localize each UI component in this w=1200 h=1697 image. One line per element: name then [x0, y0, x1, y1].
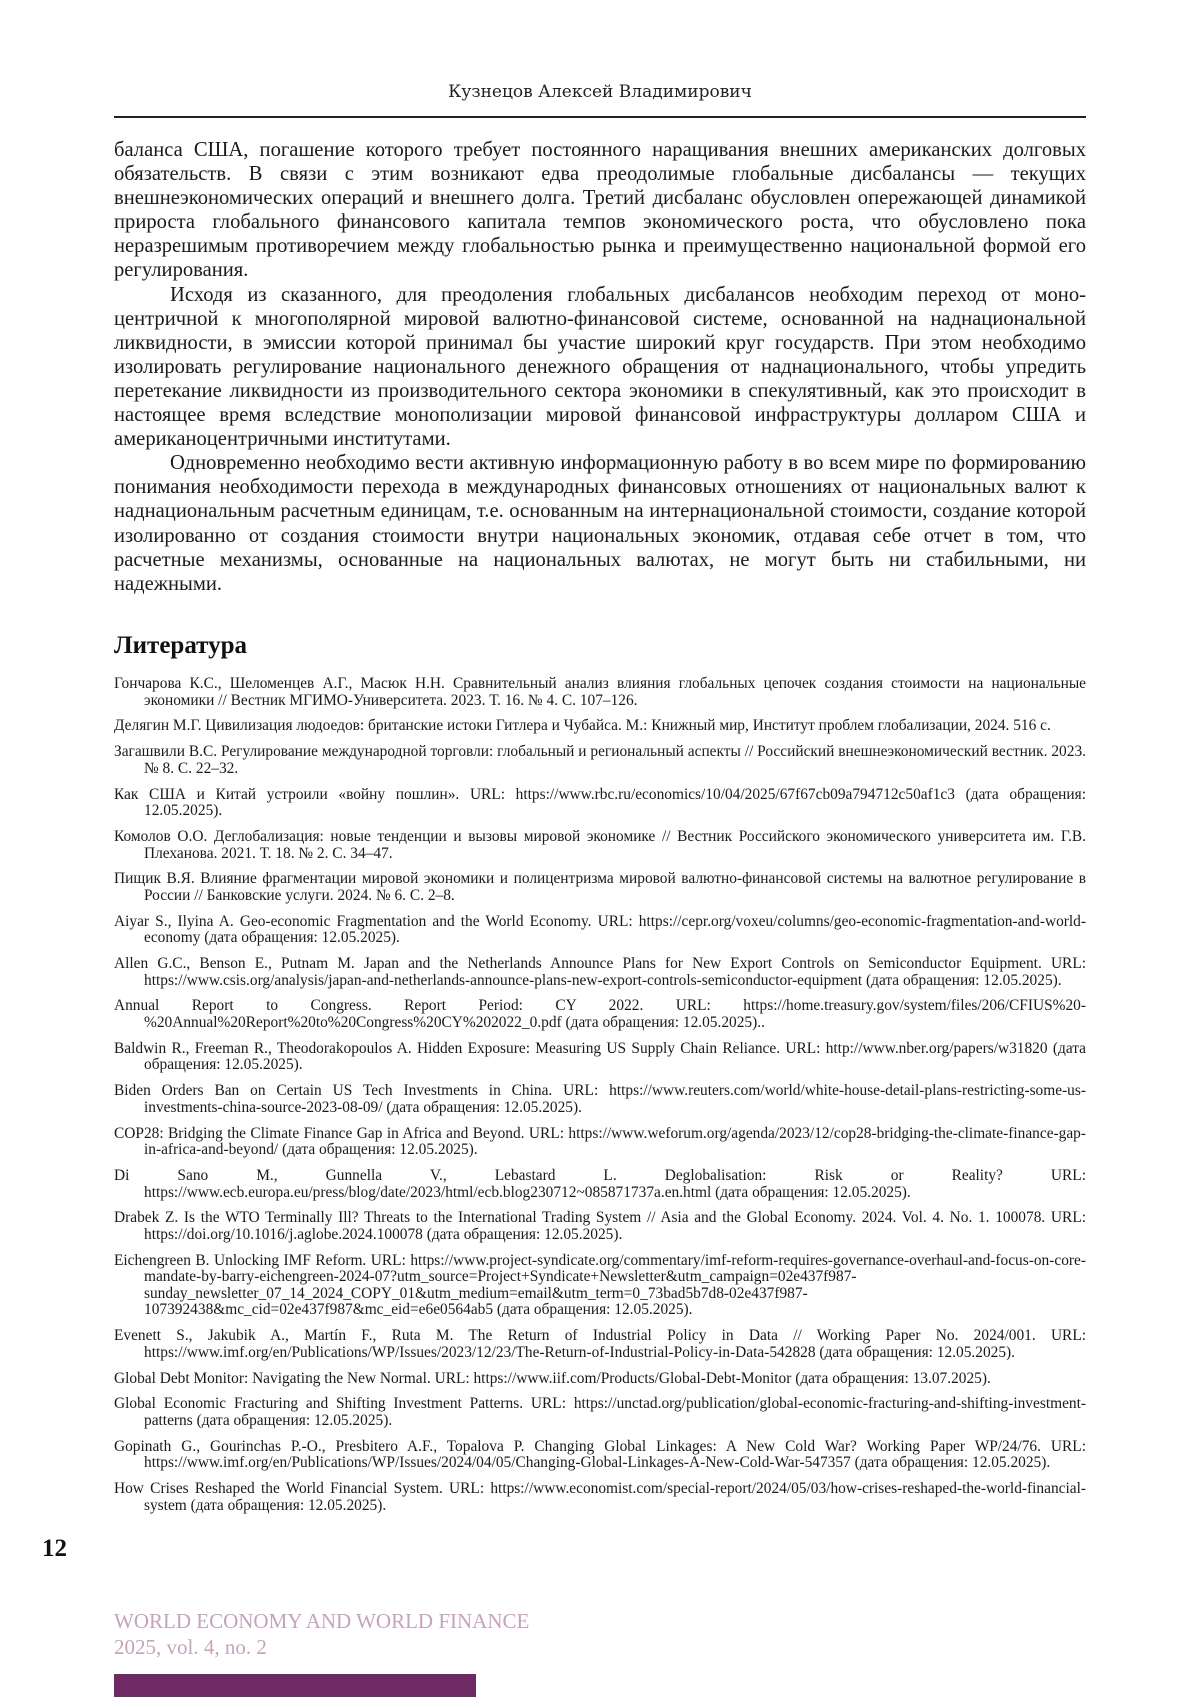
body-paragraph: баланса США, погашение которого требует постоянного наращивания внешних американских долговых обязательств. В связи с этим возникают едва преодолимые глобальные дисбалансы — текущих внешнеэкономических операций и внешнего долга. Третий дисбаланс обусловлен опережающей динамикой прироста глобального финансового капитала темпов экономического роста, что обусловлено пока неразрешимым противоречием между глобальностью рынка и преимущественно национальной формой его регулирования.	[114, 139, 1086, 282]
header-divider	[114, 116, 1086, 118]
reference-item: Пищик В.Я. Влияние фрагментации мировой экономики и полицентризма мировой валютно-финансовой системы на валютное регулирование в России // Банковские услуги. 2024. № 6. С. 2–8.	[114, 870, 1086, 904]
body-paragraph: Одновременно необходимо вести активную информационную работу в во всем мире по формированию понимания необходимости перехода в международных финансовых отношениях от национальных валют к наднациональным расчетным единицам, т.е. основанным на интернациональной стоимости, создание которой изолированно от создания стоимости внутри национальных экономик, отдавая себе отчет в том, что расчетные механизмы, основанные на национальных валютах, не могут быть ни стабильными, ни надежными.	[114, 452, 1086, 595]
journal-footer	[114, 1608, 529, 1660]
reference-item: COP28: Bridging the Climate Finance Gap in Africa and Beyond. URL: https://www.weforum.org/agenda/2023/12/cop28-bridging-the-climate-finance-gap-in-africa-and-beyond/ (дата обращения: 12.05.2025).	[114, 1124, 1086, 1159]
reference-item: Allen G.C., Benson E., Putnam M. Japan and the Netherlands Announce Plans for New Export Controls on Semiconductor Equipment. URL: https://www.csis.org/analysis/japan-and-netherlands-announce-plans-new-export-controls-semiconductor-equipment (дата обращения: 12.05.2025).	[114, 955, 1086, 989]
reference-item: Гончарова К.С., Шеломенцев А.Г., Масюк Н.Н. Сравнительный анализ влияния глобальных цепочек создания стоимости на национальные экономики // Вестник МГИМО-Университета. 2023. Т. 16. № 4. С. 107–126.	[114, 675, 1086, 709]
reference-item: How Crises Reshaped the World Financial System. URL: https://www.economist.com/special-report/2024/05/03/how-crises-reshaped-the-world-financial-system (дата обращения: 12.05.2025).	[114, 1480, 1086, 1514]
reference-item: Делягин М.Г. Цивилизация людоедов: британские истоки Гитлера и Чубайса. М.: Книжный мир, Институт проблем глобализации, 2024. 516 с.	[114, 717, 1051, 735]
article-body	[114, 138, 1086, 596]
reference-item: Global Economic Fracturing and Shifting Investment Patterns. URL: https://unctad.org/publication/global-economic-fracturing-and-shifting-investment-patterns (дата обращения: 12.05.2025).	[114, 1395, 1086, 1429]
reference-item: Biden Orders Ban on Certain US Tech Investments in China. URL: https://www.reuters.com/world/white-house-detail-plans-restricting-some-us-investments-china-source-2023-08-09/ (дата обращения: 12.05.2025).	[114, 1082, 1086, 1116]
reference-item: Global Debt Monitor: Navigating the New Normal. URL: https://www.iif.com/Products/Global-Debt-Monitor (дата обращения: 13.07.2025).	[114, 1369, 991, 1387]
reference-item: Загашвили В.С. Регулирование международной торговли: глобальный и региональный аспекты // Российский внешнеэкономический вестник. 2023. № 8. С. 22–32.	[114, 743, 1086, 777]
reference-item: Annual Report to Congress. Report Period: CY 2022. URL: https://home.treasury.gov/system/files/206/CFIUS%20-%20Annual%20Report%20to%20Congress%20CY%202022_0.pdf (дата обращения: 12.05.2025)..	[114, 997, 1086, 1031]
reference-list	[114, 676, 1086, 1524]
reference-item: Di Sano M., Gunnella V., Lebastard L. Deglobalisation: Risk or Reality? URL: https://www.ecb.europa.eu/press/blog/date/2023/html/ecb.blog230712~085871737a.en.html (дата обращения: 12.05.2025).	[114, 1166, 1086, 1201]
reference-item: Aiyar S., Ilyina A. Geo-economic Fragmentation and the World Economy. URL: https://cepr.org/voxeu/columns/geo-economic-fragmentation-and-world-economy (дата обращения: 12.05.2025).	[114, 912, 1086, 947]
reference-item: Drabek Z. Is the WTO Terminally Ill? Threats to the International Trading System // Asia and the Global Economy. 2024. Vol. 4. No. 1. 100078. URL: https://doi.org/10.1016/j.aglobe.2024.100078 (дата обращения: 12.05.2025).	[114, 1209, 1086, 1243]
reference-item: Evenett S., Jakubik A., Martín F., Ruta M. The Return of Industrial Policy in Data // Working Paper No. 2024/001. URL: https://www.imf.org/en/Publications/WP/Issues/2023/12/23/The-Return-of-Industrial-Policy-in-Data-542828 (дата обращения: 12.05.2025).	[114, 1327, 1086, 1361]
body-paragraph: Исходя из сказанного, для преодоления глобальных дисбалансов необходим переход от моноцентричной к многополярной мировой валютно-финансовой системе, основанной на наднациональной ликвидности, в эмиссии которой принимал бы участие широкий круг государств. При этом необходимо изолировать регулирование национального денежного обращения от наднационального, чтобы упредить перетекание ликвидности из производительного сектора экономики в спекулятивный, как это происходит в настоящее время вследствие монополизации мировой финансовой инфраструктуры долларом США и американоцентричными институтами.	[114, 283, 1086, 451]
references-heading: Литература	[114, 632, 248, 659]
journal-issue: 2025, vol. 4, no. 2	[114, 1635, 267, 1659]
running-header: Кузнецов Алексей Владимирович	[448, 82, 752, 102]
reference-item: Как США и Китай устроили «войну пошлин». URL: https://www.rbc.ru/economics/10/04/2025/67f67cb09a794712c50af1c3 (дата обращения: 12.05.2025).	[114, 785, 1086, 820]
journal-name: WORLD ECONOMY AND WORLD FINANCE	[114, 1609, 530, 1633]
footer-accent-bar	[114, 1674, 476, 1697]
reference-item: Gopinath G., Gourinchas P.-O., Presbitero A.F., Topalova P. Changing Global Linkages: A New Cold War? Working Paper WP/24/76. URL: https://www.imf.org/en/Publications/WP/Issues/2024/04/05/Changing-Global-Linkages-A-New-Cold-War-547357 (дата обращения: 12.05.2025).	[114, 1437, 1086, 1472]
reference-item: Комолов О.О. Деглобализация: новые тенденции и вызовы мировой экономике // Вестник Российского экономического университета им. Г.В. Плеханова. 2021. Т. 18. № 2. С. 34–47.	[114, 827, 1086, 862]
reference-item: Eichengreen B. Unlocking IMF Reform. URL: https://www.project-syndicate.org/commentary/imf-reform-requires-governance-overhaul-and-focus-on-core-mandate-by-barry-eichengreen-2024-07?utm_source=Project+Syndicate+Newsletter&utm_campaign=02e437f987-sunday_newsletter_07_14_2024_COPY_01&utm_medium=email&utm_term=0_73bad5b7d8-02e437f987-107392438&mc_cid=02e437f987&mc_eid=e6e0564ab5 (дата обращения: 12.05.2025).	[114, 1251, 1086, 1319]
reference-item: Baldwin R., Freeman R., Theodorakopoulos A. Hidden Exposure: Measuring US Supply Chain Reliance. URL: http://www.nber.org/papers/w31820 (дата обращения: 12.05.2025).	[114, 1039, 1086, 1074]
page-number: 12	[42, 1535, 67, 1562]
